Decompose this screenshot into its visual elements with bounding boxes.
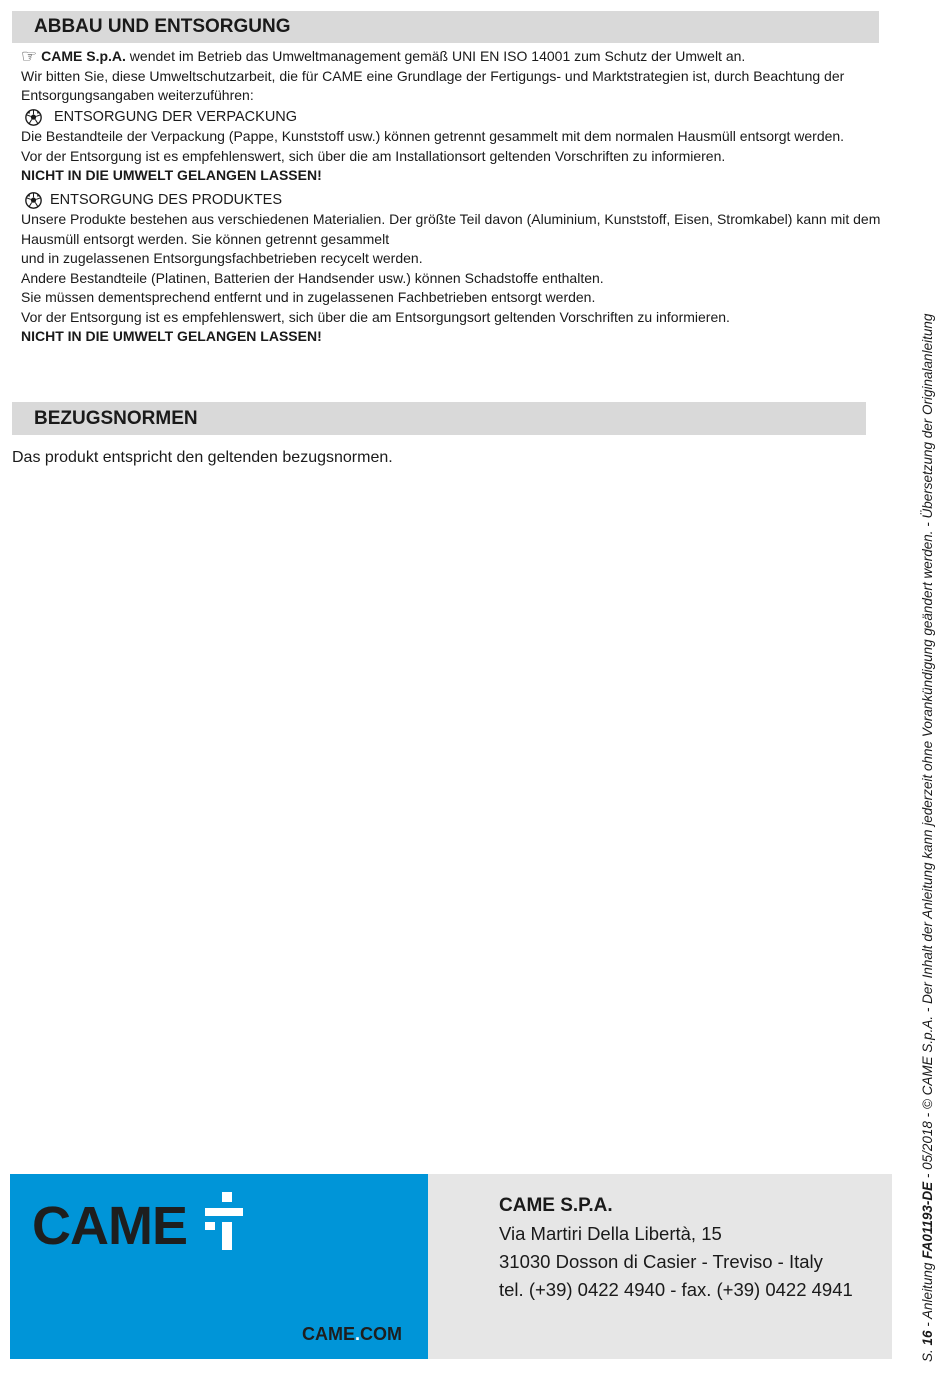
intro-line-1 — [21, 47, 881, 67]
bezugsnormen-text: Das produkt entspricht den geltenden bezugsnormen. — [12, 449, 393, 466]
side-middle: - Anleitung — [920, 1258, 935, 1331]
logo-text: CAME — [32, 1196, 187, 1252]
intro-company: CAME S.p.A. — [41, 48, 126, 64]
intro-line-3: Entsorgungsangaben weiterzuführen: — [21, 87, 254, 103]
product-heading: ENTSORGUNG DES PRODUKTES — [50, 191, 283, 208]
came-logo — [32, 1192, 247, 1257]
footer-contact-panel — [428, 1174, 892, 1359]
phone-fax: tel. (+39) 0422 4940 - fax. (+39) 0422 4941 — [499, 1279, 853, 1300]
web-main: CAME — [301, 1324, 355, 1344]
footer-brand-panel — [10, 1174, 428, 1359]
product-warning: NICHT IN DIE UMWELT GELANGEN LASSEN! — [21, 328, 322, 344]
web-tld: COM — [360, 1324, 402, 1344]
product-line-6: Vor der Entsorgung ist es empfehlenswert, sich über die am Entsorgungsort geltenden Vorschriften zu informieren. — [21, 308, 730, 325]
section-title-bezugsnormen: BEZUGSNORMEN — [12, 402, 866, 435]
intro-line-2: Wir bitten Sie, diese Umweltschutzarbeit, die für CAME eine Grundlage der Fertigungs- und Marktstrategien ist, durch Beachtung der — [21, 67, 845, 84]
address-line-2: 31030 Dosson di Casier - Treviso - Italy — [499, 1251, 823, 1272]
side-prefix: S. — [920, 1345, 935, 1362]
product-line-3: und in zugelassenen Entsorgungsfachbetrieben recycelt werden. — [21, 250, 423, 266]
side-rest: - 05/2018 - © CAME S.p.A. - Der Inhalt der Anleitung kann jederzeit ohne Vorankündigung geändert werden. - Übersetzung der Originalanleitung — [920, 313, 935, 1182]
company-address — [499, 1192, 853, 1304]
product-line-2: Hausmüll entsorgt werden. Sie können getrennt gesammelt — [21, 230, 390, 247]
packaging-warning: NICHT IN DIE UMWELT GELANGEN LASSEN! — [21, 167, 322, 183]
pointing-hand-icon: ☞ — [21, 46, 38, 66]
came-website-link[interactable] — [302, 1324, 402, 1345]
side-footnote — [920, 314, 935, 1362]
product-heading-row — [21, 191, 881, 211]
web-dot: . — [354, 1324, 360, 1344]
recycling-ball-icon — [25, 109, 42, 126]
company-name: CAME S.P.A. — [499, 1195, 613, 1216]
page-number: 16 — [920, 1330, 935, 1346]
section-abbau-body — [21, 47, 881, 347]
came-logo-graphic — [32, 1192, 247, 1252]
section-title-abbau: ABBAU UND ENTSORGUNG — [12, 11, 879, 43]
packaging-heading: ENTSORGUNG DER VERPACKUNG — [54, 108, 298, 125]
product-line-5: Sie müssen dementsprechend entfernt und in zugelassenen Fachbetrieben entsorgt werden. — [21, 289, 596, 305]
recycling-ball-icon — [25, 192, 42, 209]
packaging-heading-row — [21, 108, 881, 128]
packaging-line-2: Vor der Entsorgung ist es empfehlenswert, sich über die am Installationsort geltenden Vorschriften zu informieren. — [21, 147, 726, 164]
packaging-line-1: Die Bestandteile der Verpackung (Pappe, Kunststoff usw.) können getrennt gesammelt mit dem normalen Hausmüll entsorgt werden. — [21, 128, 845, 144]
product-line-1: Unsere Produkte bestehen aus verschiedenen Materialien. Der größte Teil davon (Aluminium, Kunststoff, Eisen, Stromkabel) kann mit dem — [21, 211, 881, 227]
product-line-4: Andere Bestandteile (Platinen, Batterien der Handsender usw.) können Schadstoffe enthalten. — [21, 269, 604, 286]
document-code: FA01193-DE — [920, 1181, 935, 1259]
address-line-1: Via Martiri Della Libertà, 15 — [499, 1223, 722, 1244]
intro-text: wendet im Betrieb das Umweltmanagement gemäß UNI EN ISO 14001 zum Schutz der Umwelt an. — [125, 48, 746, 64]
